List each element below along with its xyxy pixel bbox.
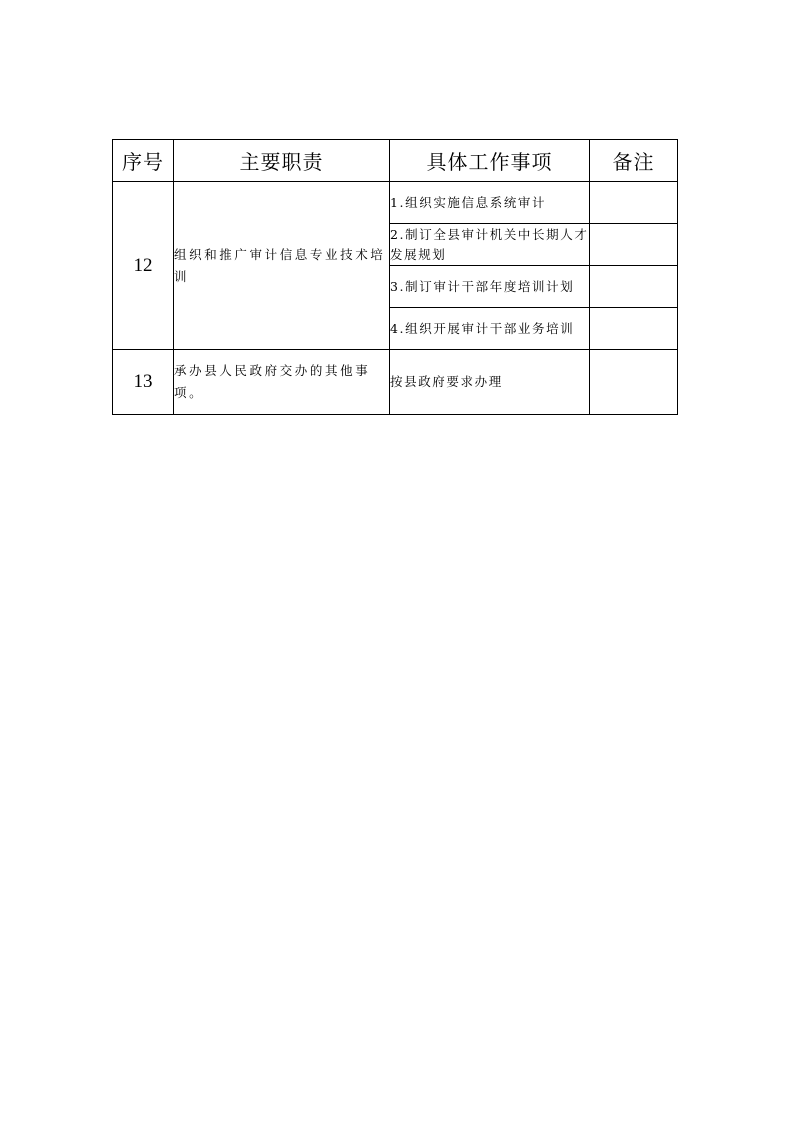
task-cell: 4.组织开展审计干部业务培训 [390,308,590,350]
duties-table [112,139,678,415]
duty-cell: 承办县人民政府交办的其他事项。 [174,350,390,415]
remark-cell [590,266,678,308]
task-cell: 按县政府要求办理 [390,350,590,415]
remark-cell [590,308,678,350]
table-row-12 [113,182,678,224]
remark-cell [590,182,678,224]
table-row-13 [113,350,678,415]
remark-cell [590,224,678,266]
remark-cell [590,350,678,415]
header-seq: 序号 [113,140,174,182]
duty-cell: 组织和推广审计信息专业技术培训 [174,182,390,350]
task-cell: 1.组织实施信息系统审计 [390,182,590,224]
seq-cell: 12 [113,182,174,350]
task-cell: 3.制订审计干部年度培训计划 [390,266,590,308]
header-main-duty: 主要职责 [174,140,390,182]
seq-cell: 13 [113,350,174,415]
header-remarks: 备注 [590,140,678,182]
header-row [113,140,678,182]
task-cell: 2.制订全县审计机关中长期人才发展规划 [390,224,590,266]
header-specific-tasks: 具体工作事项 [390,140,590,182]
